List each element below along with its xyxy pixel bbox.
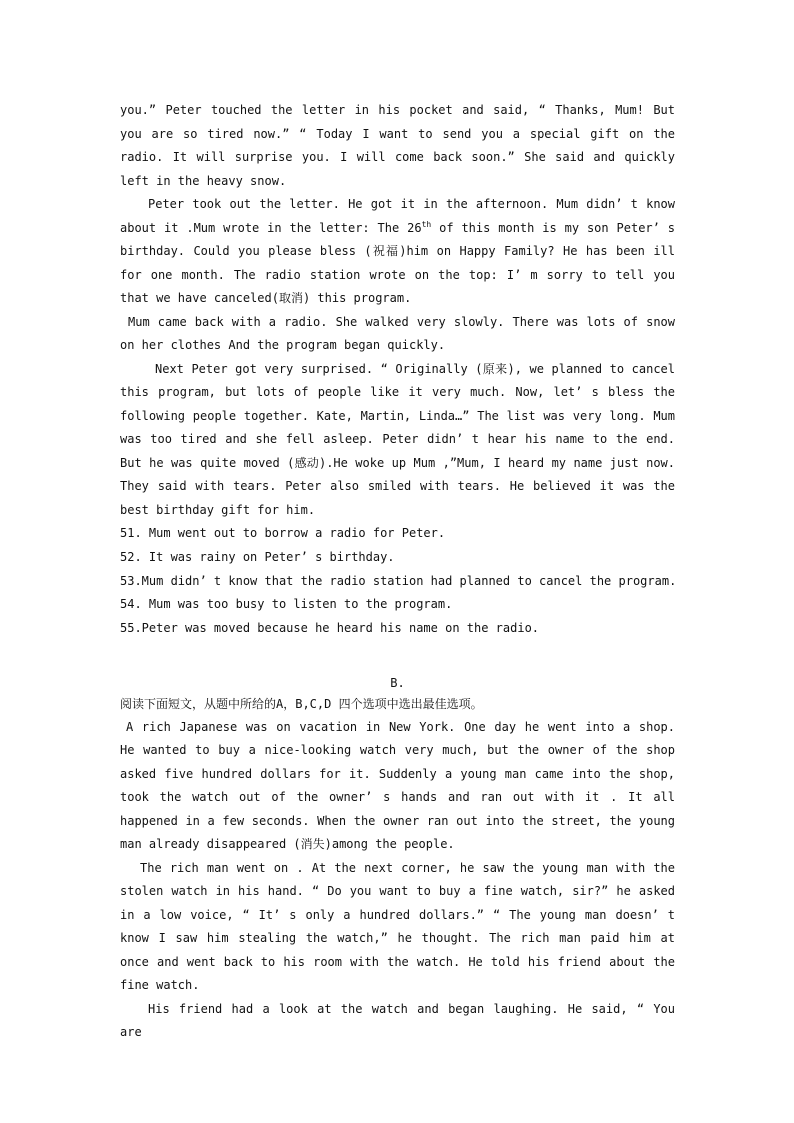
passage-a-paragraph-1: you.” Peter touched the letter in his pocket and said, “ Thanks, Mum! But you are so tired now.” “ Today I want to send you a special gift on the radio. It will surprise you. I will come back soon.” She said and quickly left in the heavy snow.	[120, 103, 675, 188]
question-52: 52. It was rainy on Peter’ s birthday.	[120, 549, 395, 564]
question-51: 51. Mum went out to borrow a radio for Peter.	[120, 526, 446, 540]
ordinal-suffix: th	[421, 219, 432, 229]
passage-b-paragraph-1: A rich Japanese was on vacation in New York. One day he went into a shop. He wanted to buy a nice-looking watch very much, but the owner of the shop asked five hundred dollars for it. Suddenly a young man came into the shop, took the watch out of the owner’ s hands and ran out with it . It all happened in a few seconds. When the owner ran out into the street, the young man already disappeared (消失)among the people.	[120, 719, 675, 852]
question-55: 55.Peter was moved because he heard his name on the radio.	[120, 621, 540, 636]
passage-a-paragraph-2	[120, 193, 675, 311]
passage-b-paragraph-3: His friend had a look at the watch and began laughing. He said, “ You are	[120, 1001, 675, 1040]
section-b-instruction: 阅读下面短文，从题中所给的A，B,C,D 四个选项中选出最佳选项。	[120, 696, 483, 711]
passage-b-paragraph-2: The rich man went on . At the next corner, he saw the young man with the stolen watch in his hand. “ Do you want to buy a fine watch, sir?” he asked in a low voice, “ It’ s only a hundred dollars.” “ The young man doesn’ t know I saw him stealing the watch,” he thought. The rich man paid him at once and went back to his room with the watch. He told his friend about the fine watch.	[120, 860, 675, 993]
passage-a-paragraph-2-text-start: Peter took out the letter. He got it in the afternoon. Mum didn’ t know about it .Mum wrote in the letter: The 26	[120, 197, 675, 235]
page-content	[120, 99, 675, 1045]
passage-a-paragraph-2-text-end: of this month is my son Peter’ s birthday. Could you please bless (祝福)him on Happy Family? He has been ill for one month. The radio station wrote on the top: I’ m sorry to tell you that we have canceled(取消) this program.	[120, 220, 675, 305]
question-54: 54. Mum was too busy to listen to the program.	[120, 597, 453, 612]
section-b-label: B.	[390, 675, 405, 690]
question-53: 53.Mum didn’ t know that the radio station had planned to cancel the program.	[120, 573, 677, 588]
passage-a-paragraph-4: Next Peter got very surprised. “ Originally (原来), we planned to cancel this program, but lots of people like it very much. Now, let’ s bless the following people together. Kate, Martin, Linda…” The list was very long. Mum was too tired and she fell asleep. Peter didn’ t hear his name to the end. But he was quite moved (感动).He woke up Mum ,”Mum, I heard my name just now. They said with tears. Peter also smiled with tears. He believed it was the best birthday gift for him.	[120, 361, 675, 517]
passage-a-paragraph-3: Mum came back with a radio. She walked very slowly. There was lots of snow on her clothes And the program began quickly.	[120, 314, 675, 352]
question-list	[120, 522, 675, 641]
